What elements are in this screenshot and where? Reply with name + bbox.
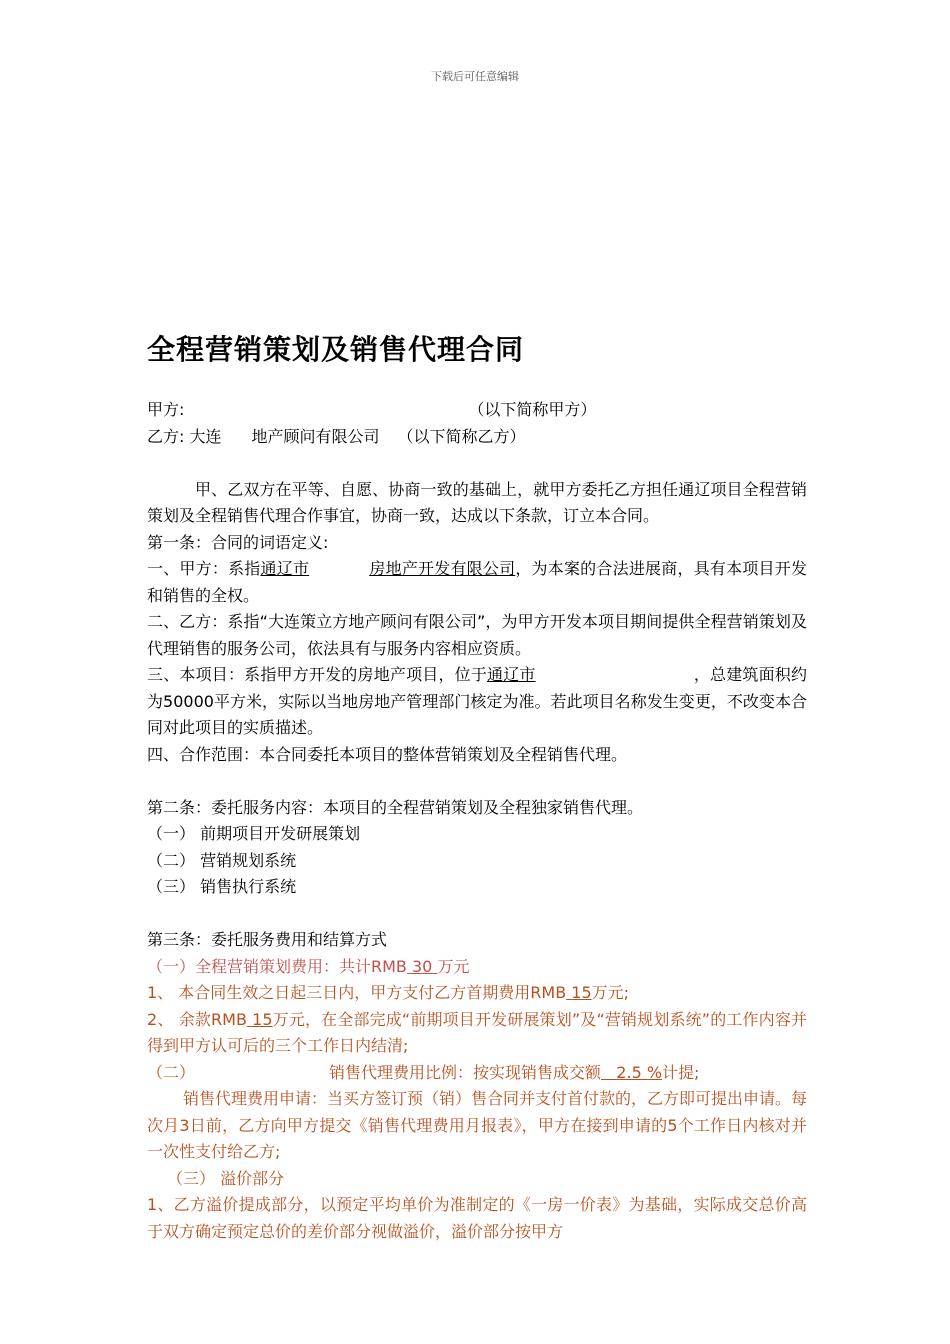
header-note: 下载后可任意编辑 (431, 70, 519, 83)
article2-item: （三） 销售执行系统 (147, 877, 297, 896)
party-a-label: 甲方: (147, 400, 185, 419)
fee1-item1-amount: 15 (571, 983, 592, 1002)
article2-item: （二） 营销规划系统 (147, 850, 297, 870)
page-title: 全程营销策划及销售代理合同 (147, 333, 525, 366)
fee2-label: （二） (147, 1062, 196, 1082)
fee2-rate: 2.5 % (616, 1062, 663, 1082)
article1-item3-city: 通辽市 (487, 665, 536, 684)
article1-item4: 四、合作范围：本合同委托本项目的整体营销策划及全程销售代理。 (147, 744, 628, 764)
party-b-line (147, 424, 807, 451)
fee1-item2-amount: 15 (252, 1009, 273, 1029)
party-b-note: （以下简称乙方） (397, 426, 526, 446)
article2-heading: 第二条：委托服务内容：本项目的全程营销策划及全程独家销售代理。 (147, 797, 644, 817)
article1-item1-suffix: ，为本案的合法进展商，具有本项目开发和销售的全权。 (147, 559, 807, 605)
article1-heading: 第一条：合同的词语定义: (147, 532, 329, 552)
article2-item: （一） 前期项目开发研展策划 (147, 824, 361, 843)
party-b-company: 地产顾问有限公司 (251, 426, 380, 446)
fee1-item2: 2、 余款RMB 15万元，在全部完成“前期项目开发研展策划”及“营销规划系统”的工作内容并得到甲方认可后的三个工作日内结清; (147, 1009, 807, 1055)
fee1-item1: 1、 本合同生效之日起三日内，甲方支付乙方首期费用RMB 15万元; (147, 983, 630, 1002)
article1-item3-suffix: ，总建筑面积约为50000平方米，实际以当地房地产管理部门核定为准。若此项目名称发生变更，不改变本合同对此项目的实质描述。 (147, 665, 807, 737)
fee3-item1: 1、乙方溢价提成部分，以预定平均单价为准制定的《一房一价表》为基础，实际成交总价高于双方确定预定总价的差价部分视做溢价，溢价部分按甲方 (147, 1195, 807, 1241)
fee3-heading: （三） 溢价部分 (167, 1168, 285, 1188)
party-a-line (147, 397, 807, 424)
article1-item1 (147, 556, 807, 609)
article1-item3-prefix: 三、本项目：系指甲方开发的房地产项目，位于 (147, 665, 488, 684)
contract-body (147, 397, 807, 1245)
party-b-city: 大连 (189, 426, 222, 446)
intro-paragraph: 甲、乙双方在平等、自愿、协商一致的基础上，就甲方委托乙方担任通辽项目全程营销策划及全程销售代理合作事宜，协商一致，达成以下条款，订立本合同。 (147, 479, 807, 525)
fee2-apply: 销售代理费用申请：当买方签订预（销）售合同并支付首付款的，乙方即可提出申请。每次月3日前，乙方向甲方提交《销售代理费用月报表》，甲方在接到申请的5个工作日内核对并一次性支付给乙方; (147, 1089, 808, 1161)
article1-item3 (147, 662, 807, 742)
party-a-note: （以下简称甲方） (468, 400, 597, 419)
fee2-line: （二） 销售代理费用比例：按实现销售成交额 2.5 %计提; (147, 1062, 700, 1082)
article1-item1-company: 房地产开发有限公司 (369, 559, 516, 578)
party-b-label: 乙方: (147, 426, 185, 446)
article1-item1-city: 通辽市 房地产开发有限公司 (260, 559, 516, 578)
fee1-line: （一）全程营销策划费用：共计RMB 30 万元 (147, 956, 470, 976)
article1-item2: 二、乙方：系指“大连策立方地产顾问有限公司”，为甲方开发本项目期间提供全程营销策划及代理销售的服务公司，依法具有与服务内容相应资质。 (147, 612, 807, 658)
article3-heading: 第三条：委托服务费用和结算方式 (147, 930, 388, 949)
article1-item1-prefix: 一、甲方：系指 (147, 559, 261, 578)
fee1-amount: 30 (412, 956, 433, 976)
